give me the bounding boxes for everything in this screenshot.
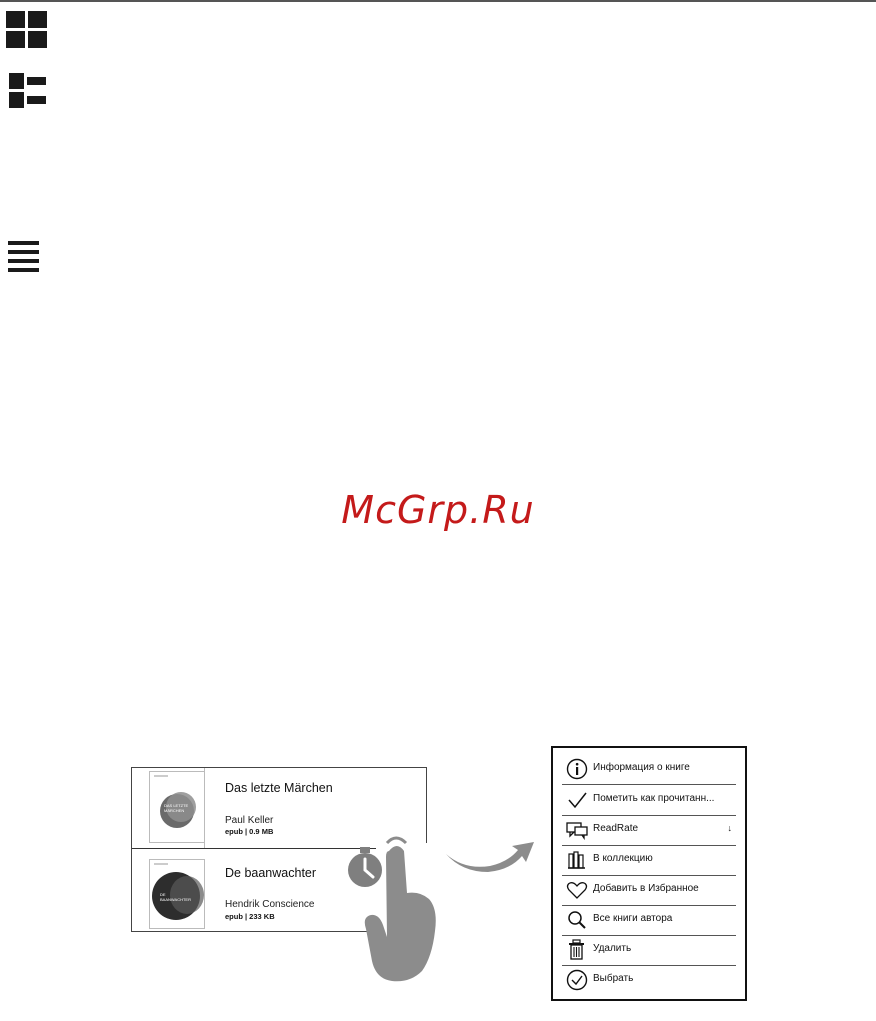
arrow-icon [444, 836, 536, 872]
menu-item-delete[interactable] [562, 935, 736, 966]
book-author: Paul Keller [225, 815, 274, 826]
watermark: McGrp.Ru [341, 488, 535, 532]
book-cover [149, 859, 205, 929]
menu-item-label: Добавить в Избранное [593, 883, 699, 894]
long-press-hand-icon [346, 833, 446, 985]
info-icon [566, 758, 588, 780]
menu-item-label: ReadRate [593, 823, 639, 834]
menu-item-label: Пометить как прочитанн... [593, 793, 715, 804]
check-circle-icon [566, 969, 588, 991]
menu-item-author-books[interactable] [562, 905, 736, 936]
top-rule [0, 0, 876, 2]
list-view-icon [8, 240, 40, 276]
bookshelf-icon [566, 849, 588, 871]
grid-view-icon [6, 11, 48, 49]
book-title: De baanwachter [225, 866, 317, 880]
menu-item-label: Все книги автора [593, 913, 673, 924]
heart-icon [566, 879, 588, 901]
expand-arrow-icon: ↓ [727, 823, 732, 833]
menu-item-book-info[interactable] [562, 754, 736, 785]
book-title: Das letzte Märchen [225, 781, 333, 795]
menu-item-label: Удалить [593, 943, 632, 954]
menu-item-add-to-collection[interactable] [562, 845, 736, 876]
menu-item-select[interactable] [562, 965, 736, 995]
speech-bubbles-icon [566, 819, 588, 841]
cover-title: DE BAANWACHTER [160, 892, 191, 902]
menu-item-label: Выбрать [593, 973, 634, 984]
menu-item-add-to-favorites[interactable] [562, 875, 736, 906]
checkmark-icon [566, 789, 588, 811]
menu-item-label: Информация о книге [593, 762, 690, 773]
list-with-covers-view-icon [9, 73, 49, 109]
cover-title: DAS LETZTE MÄRCHEN [164, 803, 189, 813]
book-meta: epub | 233 KB [225, 912, 275, 921]
menu-item-label: В коллекцию [593, 853, 653, 864]
book-cover [149, 771, 205, 843]
context-menu [551, 746, 747, 1001]
book-meta: epub | 0.9 MB [225, 827, 274, 836]
trash-icon [566, 939, 588, 961]
magnifier-icon [566, 909, 588, 931]
menu-item-readrate[interactable] [562, 815, 736, 846]
menu-item-mark-read[interactable] [562, 785, 736, 816]
book-author: Hendrik Conscience [225, 899, 315, 910]
